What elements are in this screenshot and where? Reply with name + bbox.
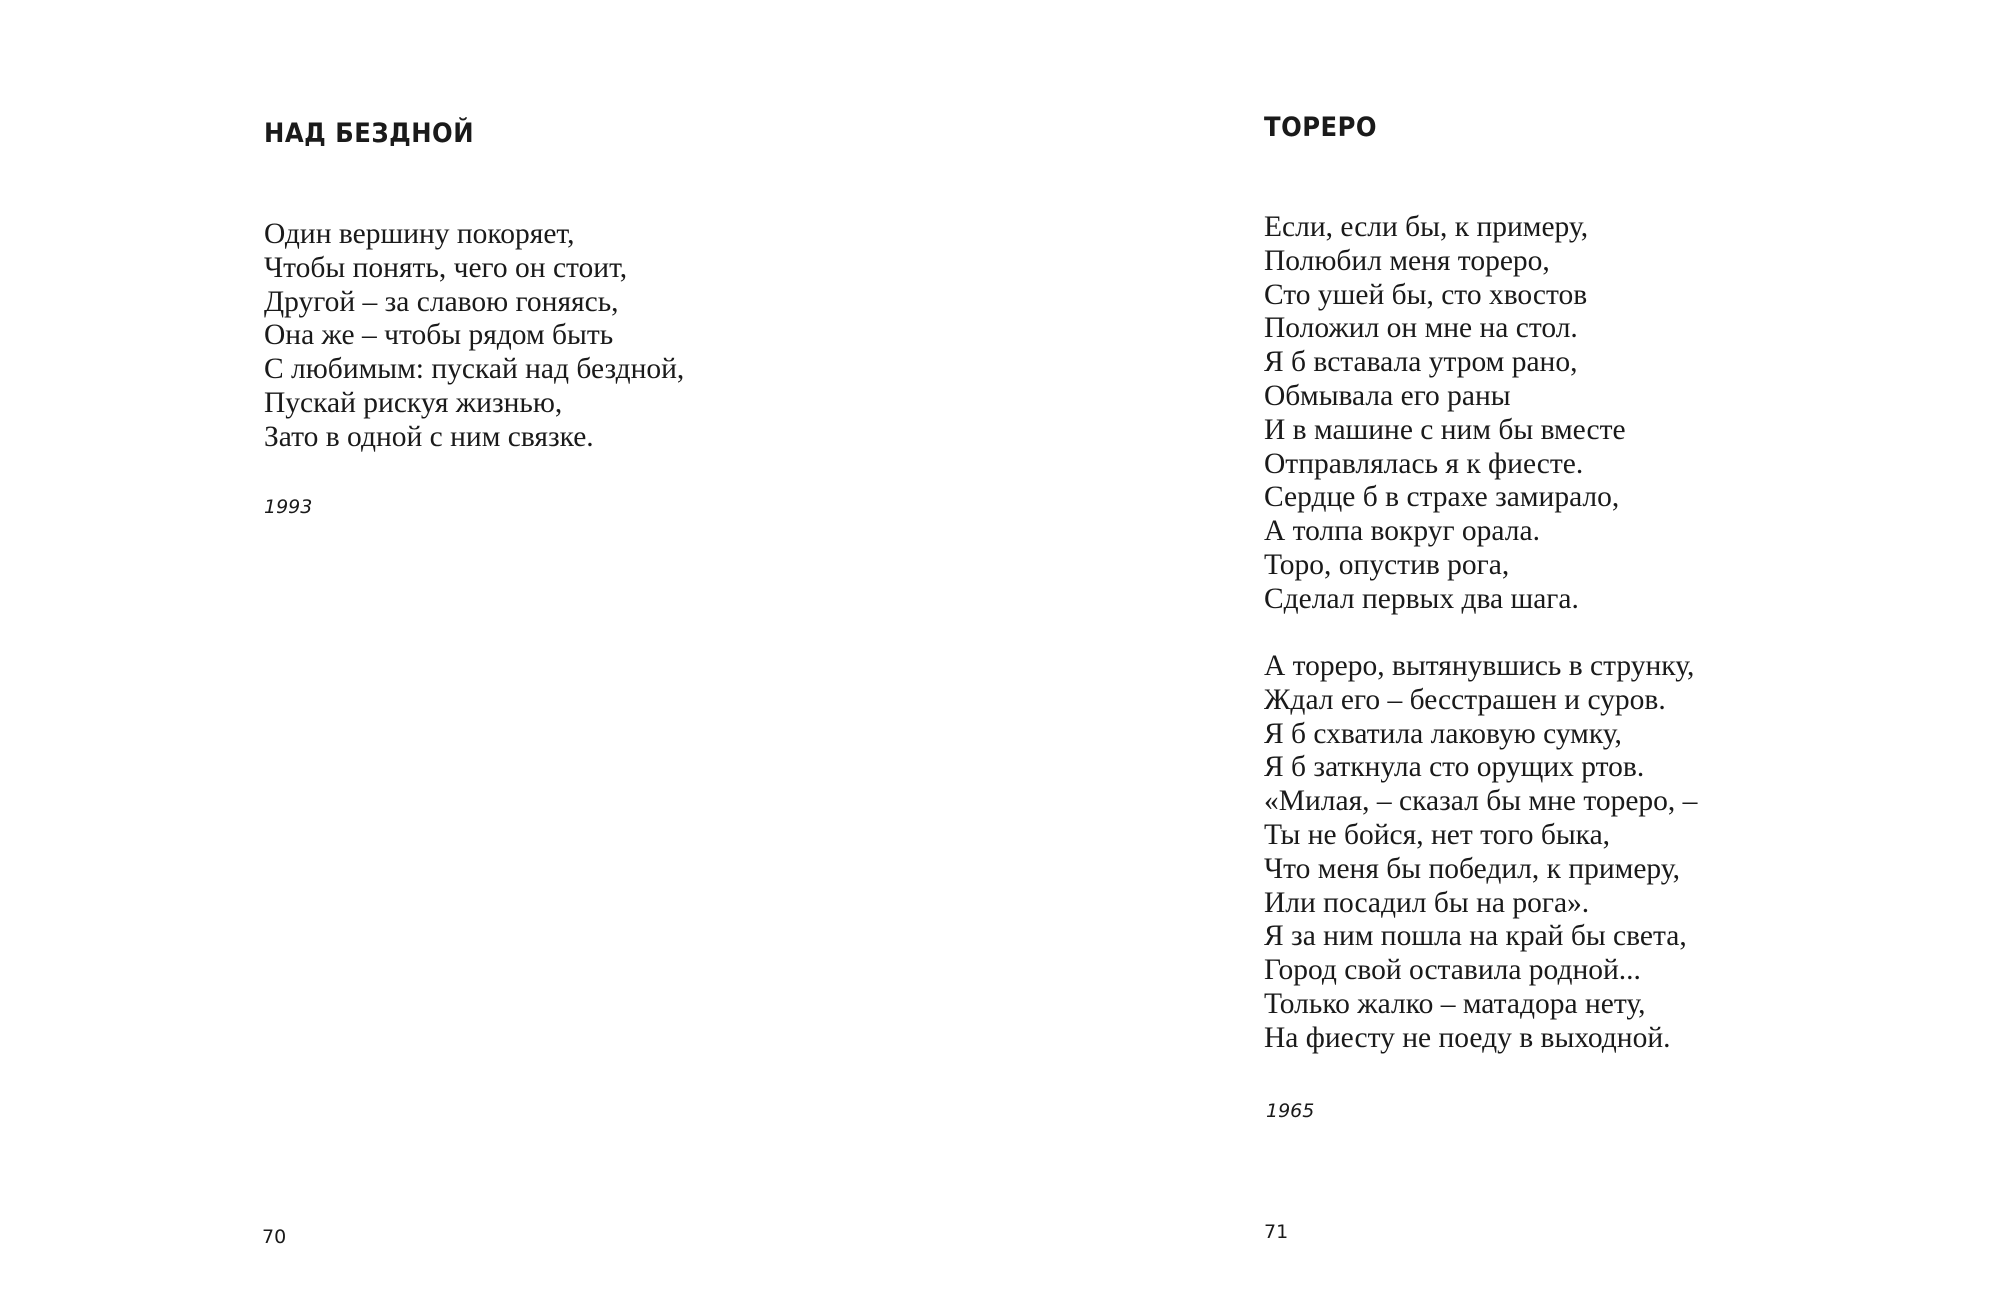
poem-line: «Милая, – сказал бы мне тореро, –: [1264, 785, 1698, 818]
poem-line: Один вершину покоряет,: [264, 218, 575, 250]
poem-line: Торо, опустив рога,: [1264, 548, 1510, 581]
poem-line: Она же – чтобы рядом быть: [264, 319, 614, 352]
poem-line: Положил он мне на стол.: [1264, 312, 1578, 345]
poem-line: Только жалко – матадора нету,: [1264, 987, 1646, 1020]
poem-stanza: [1264, 211, 1626, 617]
poem-line: Ты не бойся, нет того быка,: [1264, 818, 1611, 851]
poem-line: Город свой оставила родной...: [1264, 954, 1641, 987]
poem-line: А толпа вокруг орала.: [1264, 515, 1540, 548]
page-number: 70: [262, 1226, 287, 1248]
poem-stanza: [1264, 650, 1697, 1056]
poem-line: Обмывала его раны: [1264, 379, 1511, 412]
poem-line: Сделал первых два шага.: [1264, 582, 1579, 615]
poem-line: А тореро, вытянувшись в струнку,: [1264, 650, 1695, 682]
page-number: 71: [1264, 1221, 1289, 1243]
poem-line: Сердце б в страхе замирало,: [1264, 481, 1620, 514]
poem-line: Пускай рискуя жизнью,: [264, 386, 563, 419]
poem-line: Чтобы понять, чего он стоит,: [264, 251, 628, 284]
poem-line: Если, если бы, к примеру,: [1264, 211, 1589, 243]
poem-line: Полюбил меня тореро,: [1264, 244, 1550, 277]
poem-line: Я б заткнула сто орущих ртов.: [1264, 751, 1645, 784]
poem-stanza: [264, 218, 684, 455]
poem-line: Я за ним пошла на край бы света,: [1264, 920, 1687, 953]
poem-line: Что меня бы победил, к примеру,: [1264, 852, 1680, 885]
poem-line: Зато в одной с ним связке.: [264, 420, 594, 453]
poem-line: Отправлялась я к фиесте.: [1264, 447, 1584, 480]
poem-line: На фиесту не поеду в выходной.: [1264, 1021, 1671, 1054]
poem-line: Я б схватила лаковую сумку,: [1264, 717, 1622, 750]
poem-year: 1965: [1266, 1100, 1315, 1122]
poem-line: Ждал его – бесстрашен и суров.: [1264, 683, 1666, 716]
poem-line: Другой – за славою гоняясь,: [264, 285, 619, 318]
poem-title: НАД БЕЗДНОЙ: [264, 118, 475, 149]
poem-line: И в машине с ним бы вместе: [1264, 413, 1626, 446]
poem-line: Сто ушей бы, сто хвостов: [1264, 278, 1588, 311]
poem-title: ТОРЕРО: [1264, 112, 1378, 143]
poem-line: С любимым: пускай над бездной,: [264, 353, 685, 386]
poem-year: 1993: [264, 496, 313, 518]
right-page: [1000, 0, 2000, 1295]
poem-line: Я б вставала утром рано,: [1264, 346, 1578, 379]
poem-line: Или посадил бы на рога».: [1264, 886, 1590, 919]
